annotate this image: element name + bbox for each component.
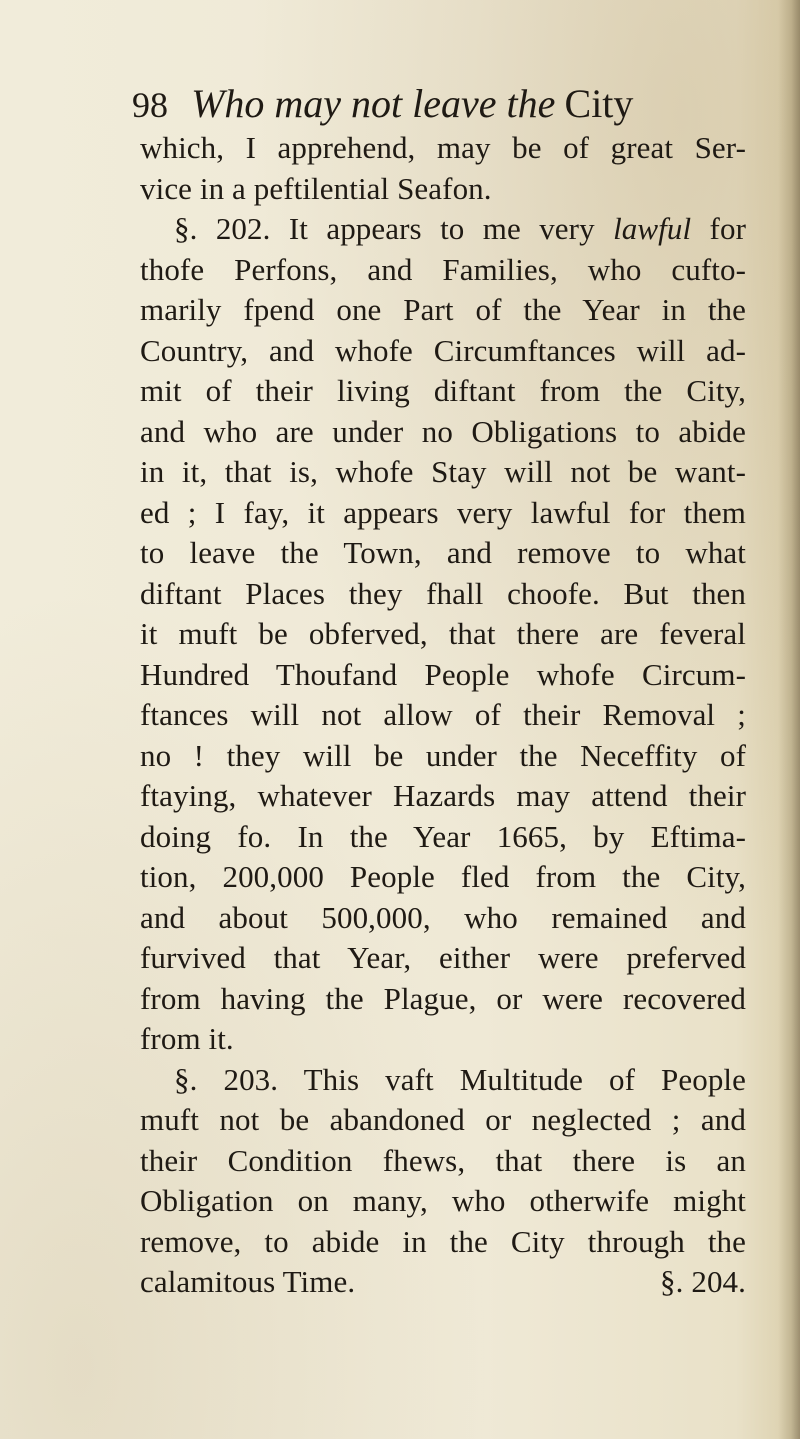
text-line-24: §. 203. This vaft Multitude of People	[174, 1061, 746, 1097]
last-line	[140, 1262, 746, 1303]
text-line-21: furvived that Year, either were preferved	[140, 940, 746, 975]
text-line-26: their Condition fhews, that there is an	[140, 1142, 746, 1178]
text-line-4: thofe Perfons, and Families, who cufto-	[140, 251, 746, 287]
text-line-6: Country, and whofe Circumftances will ad-	[140, 332, 746, 368]
text-line-17: ftaying, whatever Hazards may attend their	[140, 778, 746, 813]
text-line-19: tion, 200,000 People fled from the City,	[140, 859, 746, 894]
text-line-12: diftant Places they fhall choofe. But then	[140, 575, 746, 611]
text-line-20: and about 500,000, who remained and	[140, 899, 746, 935]
text-line-16: no ! they will be under the Neceffity of	[140, 737, 746, 773]
catchword: §. 204.	[660, 1264, 746, 1299]
page-number: 98	[132, 85, 168, 125]
page-edge-shadow	[778, 0, 800, 1439]
emphasis-lawful: lawful	[613, 211, 692, 246]
text-line-3	[140, 209, 746, 250]
text-line-10: ed ; I fay, it appears very lawful for them	[140, 494, 746, 530]
text-line-15: ftances will not allow of their Removal ;	[140, 697, 746, 732]
text-line-27: Obligation on many, who otherwife might	[140, 1183, 746, 1218]
text-line-25: muft not be abandoned or neglected ; and	[140, 1102, 746, 1137]
text-line-8: and who are under no Obligations to abide	[140, 413, 746, 449]
text-line-3-start: §. 202. It appears to me very	[174, 211, 614, 246]
text-line-11: to leave the Town, and remove to what	[140, 535, 746, 570]
text-line-9: in it, that is, whofe Stay will not be want-	[140, 454, 746, 489]
running-head-title: Who may not leave the	[191, 81, 556, 126]
text-line-23: from it.	[140, 1021, 234, 1056]
text-line-28: remove, to abide in the City through the	[140, 1223, 746, 1259]
text-line-29: calamitous Time.	[140, 1264, 356, 1299]
body-text	[140, 128, 746, 1303]
text-line-22: from having the Plague, or were recovered	[140, 980, 746, 1016]
text-line-5: marily fpend one Part of the Year in the	[140, 292, 746, 327]
running-head-city: City	[564, 81, 634, 126]
text-line-13: it muft be obferved, that there are feveral	[140, 616, 746, 651]
text-line-3-end: for	[691, 211, 746, 246]
text-line-14: Hundred Thoufand People whofe Circum-	[140, 656, 746, 692]
text-line-18: doing fo. In the Year 1665, by Eftima-	[140, 818, 746, 854]
text-line-2: vice in a peftilential Seafon.	[140, 170, 492, 206]
text-line-1: which, I apprehend, may be of great Ser-	[140, 130, 746, 165]
text-line-7: mit of their living diftant from the City,	[140, 373, 746, 408]
